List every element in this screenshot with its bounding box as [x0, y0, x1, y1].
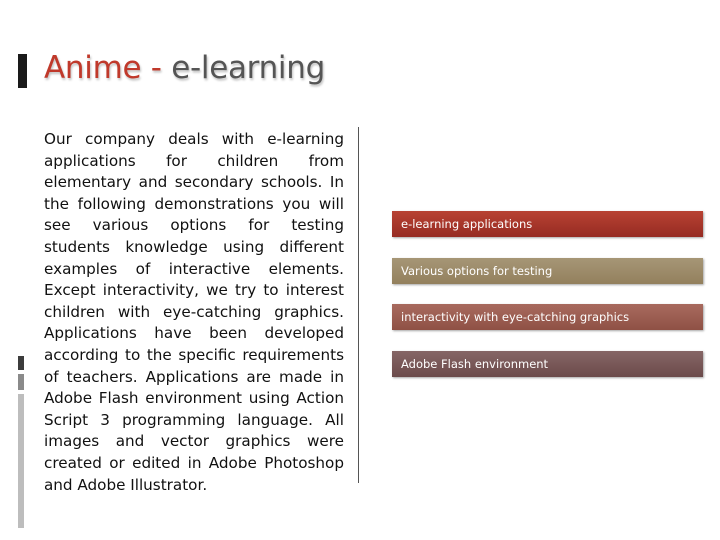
option-elearning-applications[interactable]: e-learning applications — [392, 211, 703, 237]
title-marker — [18, 54, 27, 88]
left-accent-bar-mid — [18, 374, 24, 390]
page-title — [44, 50, 325, 86]
left-accent-bar-light — [18, 394, 24, 528]
option-interactivity[interactable]: interactivity with eye-catching graphics — [392, 304, 703, 330]
title-brand: Anime - — [44, 50, 172, 86]
body-paragraph: Our company deals with e-learning applications for children from elementary and secondary schools. In the following demonstrations you will see various options for testing students knowledge using different examples of interactive elements. Except interactivity, we try to interest children with eye-catching graphics. Applications have been developed according to the specific requirements of teachers. Applications are made in Adobe Flash environment using Action Script 3 programming language. All images and vector graphics were created or edited in Adobe Photoshop and Adobe Illustrator. — [44, 130, 344, 494]
left-accent-bar-dark — [18, 356, 24, 370]
option-adobe-flash[interactable]: Adobe Flash environment — [392, 351, 703, 377]
column-divider — [358, 127, 359, 483]
option-testing[interactable]: Various options for testing — [392, 258, 703, 284]
title-subject: e-learning — [171, 50, 325, 86]
